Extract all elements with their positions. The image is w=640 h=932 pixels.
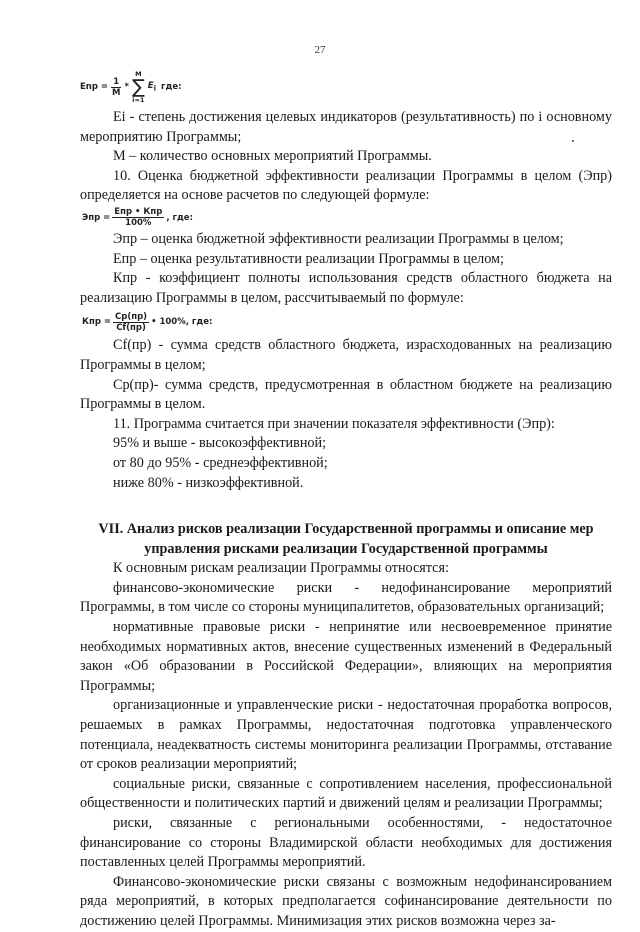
formula-kpr-lhs: Кпр = [82, 317, 111, 328]
section-heading-line-1: VII. Анализ рисков реализации Государственной программы и описание мер [98, 521, 594, 538]
sum-upper-limit: M [135, 69, 142, 78]
paragraph-cp: Ср(пр)- сумма средств, предусмотренная в областном бюджете на реализацию Программы в целом. [80, 376, 612, 413]
paragraph-enp: Епр – оценка результативности реализации Программы в целом; [113, 250, 504, 267]
list-item-medium: от 80 до 95% - среднеэффективной; [113, 454, 328, 471]
formula-epr-denominator: 100% [125, 218, 152, 229]
paragraph-financial-risks: финансово-экономические риски - недофинансирование мероприятий Программы, в том числе со стороны муниципалитетов, образовательных организаций; [80, 579, 612, 616]
formula-epr-numerator: Епр • Кпр [114, 207, 163, 218]
formula-enp-numerator: 1 [113, 76, 120, 87]
paragraph-legal-risks: нормативные правовые риски - непринятие или несвоевременное принятие необходимых нормативных актов, внесение существенных изменений в Федеральный закон «Об образовании в Российской Федерации», влияющих на мероприятия Программы; [80, 619, 612, 694]
paragraph-kpr: Кпр - коэффициент полноты использования средств областного бюджета на реализацию Программы в целом, рассчитываемый по формуле: [80, 270, 612, 306]
sum-lower-limit: i=1 [132, 95, 145, 104]
formula-enp-lhs: Enp = [80, 82, 109, 92]
formula-kpr-numerator: Cp(пр) [115, 311, 148, 322]
formula-kpr-fraction [113, 312, 149, 333]
section-heading-line-2: управления рисками реализации Государственной программы [144, 540, 548, 557]
sum-symbol [132, 71, 145, 104]
formula-kpr-denominator: Cf(пр) [116, 322, 146, 333]
formula-enp [80, 66, 612, 108]
section-heading [80, 520, 612, 559]
formula-epr-lhs: Эпр = [82, 212, 111, 223]
paragraph-ei: Ei - степень достижения целевых индикаторов (результативность) по i основному мероприятию Программы; [80, 109, 612, 145]
paragraph-regional-risks: риски, связанные с региональными особенностями, - недостаточное финансирование со стороны Владимирской области необходимых для достижения поставленных целей Программы мероприятий. [80, 815, 612, 871]
paragraph-financial-risks-detail: Финансово-экономические риски связаны с возможным недофинансированием ряда мероприятий, в которых предполагается софинансирование деятельности по достижению целей Программы. Минимизация этих рисков возможна через за- [80, 873, 612, 929]
formula-epr [82, 206, 612, 230]
formula-enp-where: где: [161, 82, 182, 92]
paragraph-risks-intro: К основным рискам реализации Программы относятся: [113, 560, 449, 577]
list-item-low: ниже 80% - низкоэффективной. [113, 474, 304, 491]
formula-enp-fraction [110, 77, 122, 98]
formula-epr-where: , где: [166, 212, 193, 223]
formula-epr-fraction [112, 207, 164, 228]
paragraph-m: M – количество основных мероприятий Программы. [113, 148, 432, 165]
formula-enp-term: $E_i$ [147, 81, 157, 93]
formula-enp-dot: * [124, 82, 129, 92]
paragraph-cf: Cf(пр) - сумма средств областного бюджета, израсходованных на реализацию Программы в целом; [80, 337, 612, 373]
page-number: 27 [314, 44, 326, 56]
paragraph-epr: Эпр – оценка бюджетной эффективности реализации Программы в целом; [113, 230, 564, 247]
formula-kpr-rest: • 100%, где: [151, 317, 213, 328]
sigma-glyph: ∑ [131, 75, 145, 98]
paragraph-organizational-risks: организационные и управленческие риски - недостаточная проработка вопросов, решаемых в рамках Программы, недостаточная подготовка управленческого потенциала, неадекватность системы мониторинга реализации Программы, отставание от сроков реализации мероприятий; [80, 697, 612, 773]
paragraph-social-risks: социальные риски, связанные с сопротивлением населения, профессиональной общественности и политических партий и движений целям и реализации Программы; [80, 775, 612, 812]
formula-kpr [82, 308, 612, 336]
paragraph-10: 10. Оценка бюджетной эффективности реализации Программы в целом (Эпр) определяется на основе расчетов по следующей формуле: [80, 167, 612, 204]
paragraph-11: 11. Программа считается при значении показателя эффективности (Эпр): [113, 415, 555, 432]
formula-enp-denominator: M [112, 87, 121, 98]
page-content [80, 66, 612, 932]
list-item-high: 95% и выше - высокоэффективной; [113, 435, 327, 452]
